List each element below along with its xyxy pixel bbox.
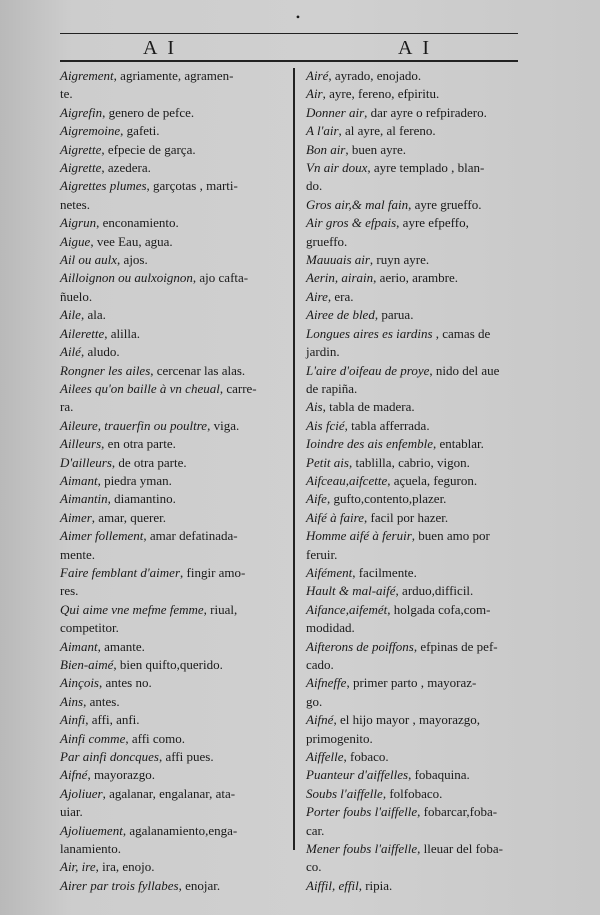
dictionary-entry (60, 601, 286, 638)
entry-definition: , ruyn ayre. (369, 252, 430, 268)
dictionary-entry (60, 251, 286, 269)
dictionary-entry (60, 435, 286, 453)
entry-continuation: car. (306, 822, 325, 838)
dictionary-entry (60, 785, 286, 822)
dictionary-entry (60, 141, 286, 159)
dictionary-entry (306, 269, 526, 287)
entry-definition: , ira, enojo. (95, 859, 155, 875)
dictionary-entry (60, 877, 286, 895)
entry-headword: Aimer (60, 509, 92, 525)
entry-definition: , el hijo mayor , mayorazgo, (333, 712, 481, 728)
dictionary-entry (306, 674, 526, 711)
entry-headword: Aimant (60, 472, 98, 488)
dictionary-entry (60, 380, 286, 417)
entry-continuation: netes. (60, 196, 90, 212)
dictionary-entry (60, 104, 286, 122)
entry-definition: , ayre templado , blan- (367, 160, 485, 176)
entry-headword: Aigrette (60, 141, 102, 157)
entry-headword: Bon air (306, 141, 346, 157)
entry-definition: , ayre grueffo. (408, 196, 482, 212)
dictionary-entry (60, 564, 286, 601)
entry-definition: , amante. (97, 638, 145, 654)
entry-headword: Ailees qu'on baille à vn cheual (60, 380, 220, 396)
dictionary-entry (306, 67, 526, 85)
entry-definition: , riual, (203, 601, 238, 617)
entry-definition: , facilmente. (352, 564, 417, 580)
entry-definition: , cercenar las alas. (150, 362, 246, 378)
entry-headword: Aife (306, 491, 327, 507)
entry-definition: , aerio, arambre. (373, 270, 458, 286)
entry-definition: , efpinas de pef- (413, 638, 498, 654)
entry-definition: , affi, anfi. (85, 712, 140, 728)
entry-definition: , açuela, feguron. (387, 472, 478, 488)
header-rule-top (60, 33, 518, 34)
entry-definition: , ayre efpeffo, (396, 215, 469, 231)
entry-headword: D'ailleurs (60, 454, 112, 470)
entry-headword: Aigrun (60, 215, 97, 231)
entry-definition: , camas de (432, 325, 491, 341)
entry-definition: , facil por hazer. (364, 509, 449, 525)
entry-continuation: uiar. (60, 804, 83, 820)
dictionary-entry (306, 122, 526, 140)
dictionary-entry (306, 214, 526, 251)
dictionary-entry (60, 490, 286, 508)
entry-headword: Ailé (60, 344, 81, 360)
entry-continuation: cado. (306, 657, 334, 672)
entry-headword: Aifné (306, 712, 334, 728)
entry-headword: Homme aifé à feruir (306, 528, 412, 544)
entry-definition: , antes. (83, 693, 120, 709)
dictionary-entry (60, 527, 286, 564)
entry-definition: , aludo. (80, 344, 120, 360)
entry-headword: Donner air (306, 104, 365, 120)
entry-definition: , amar defatinada- (143, 528, 238, 544)
entry-headword: Faire femblant d'aimer (60, 564, 181, 580)
entry-headword: Ajoliuement (60, 822, 123, 838)
entry-continuation: mente. (60, 546, 96, 562)
dictionary-entry (60, 214, 286, 232)
dictionary-entry (306, 435, 526, 453)
dictionary-entry (60, 674, 286, 692)
entry-definition: , lleuar del foba- (417, 841, 503, 857)
dictionary-entry (306, 417, 526, 435)
entry-definition: , amar, querer. (91, 509, 166, 525)
entry-headword: Airee de bled (306, 307, 375, 323)
dictionary-entry (306, 582, 526, 600)
entry-definition: , buen ayre. (345, 141, 407, 157)
entry-headword: Qui aime vne mefme femme (60, 601, 204, 617)
entry-headword: Ioindre des ais enfemble (306, 436, 433, 452)
entry-definition: , mayorazgo. (87, 767, 155, 783)
dictionary-entry (60, 67, 286, 104)
entry-continuation: grueffo. (306, 233, 348, 249)
entry-headword: Aigrefin (60, 104, 103, 120)
dictionary-entry (60, 454, 286, 472)
entry-definition: , de otra parte. (111, 454, 187, 470)
entry-definition: , azedera. (101, 160, 151, 176)
entry-headword: Aimer follement (60, 528, 144, 544)
entry-headword: Ains (60, 693, 84, 709)
entry-definition: , fobaquina. (408, 767, 470, 783)
entry-definition: , holgada cofa,com- (387, 601, 491, 617)
entry-definition: , carre- (219, 380, 257, 396)
dictionary-entry (60, 177, 286, 214)
entry-definition: , diamantino. (107, 491, 176, 507)
entry-definition: , primer parto , mayoraz- (346, 675, 477, 691)
entry-headword: Mauuais air (306, 252, 370, 268)
entry-headword: Aifceau,aifcette (306, 472, 388, 488)
entry-headword: Aifneffe (306, 675, 347, 691)
entry-definition: , tablilla, cabrio, vigon. (348, 454, 470, 470)
entry-definition: , folfobaco. (382, 785, 443, 801)
entry-continuation: co. (306, 859, 322, 875)
entry-definition: , affi pues. (158, 749, 214, 765)
dictionary-entry (60, 711, 286, 729)
dictionary-entry (60, 122, 286, 140)
running-head-right: A I (398, 37, 432, 59)
entry-definition: , gafeti. (120, 123, 160, 139)
dictionary-entry (306, 840, 526, 877)
dictionary-entry (60, 730, 286, 748)
entry-headword: Airé (306, 68, 329, 83)
entry-definition: , parua. (374, 307, 414, 323)
dictionary-entry (306, 159, 526, 196)
entry-headword: Aifé à faire (306, 509, 365, 525)
entry-definition: , agalanamiento,enga- (122, 822, 238, 838)
entry-definition: , al ayre, al fereno. (338, 123, 436, 139)
dictionary-entry (306, 785, 526, 803)
entry-headword: Aifance,aifemét (306, 601, 388, 617)
signature-mark: • (295, 10, 301, 24)
dictionary-entry (60, 472, 286, 490)
entry-headword: Aigue (60, 233, 91, 249)
entry-definition: , affi como. (125, 730, 186, 746)
entry-headword: Aerin, airain (306, 270, 374, 286)
dictionary-entry (306, 472, 526, 490)
entry-continuation: lanamiento. (60, 841, 122, 857)
dictionary-entry (60, 509, 286, 527)
entry-continuation: res. (60, 583, 79, 599)
entry-headword: Aigrement (60, 68, 114, 83)
dictionary-entry (306, 711, 526, 748)
dictionary-entry (306, 288, 526, 306)
entry-headword: Puanteur d'aiffelles (306, 767, 409, 783)
dictionary-entry (60, 325, 286, 343)
running-head-left: A I (143, 37, 177, 59)
entry-definition: , tabla afferrada. (344, 417, 430, 433)
entry-definition: , fingir amo- (180, 564, 246, 580)
entry-headword: Aifterons de poiffons (306, 638, 414, 654)
entry-headword: Ailerette (60, 325, 105, 341)
entry-headword: Aile (60, 307, 81, 323)
dictionary-entry (60, 306, 286, 324)
dictionary-entry (306, 362, 526, 399)
dictionary-entry (306, 85, 526, 103)
entry-definition: , antes no. (99, 675, 152, 691)
entry-headword: Ailloignon ou aulxoignon (60, 270, 193, 286)
entry-headword: Rongner les ailes (60, 362, 151, 378)
entry-definition: , dar ayre o refpiradero. (364, 104, 487, 120)
entry-headword: Ainfi (60, 712, 86, 728)
entry-definition: , vee Eau, agua. (90, 233, 173, 249)
entry-headword: Aifément (306, 564, 353, 580)
entry-headword: A l'air (306, 123, 339, 139)
entry-headword: Ajoliuer (60, 785, 103, 801)
entry-definition: , era. (327, 288, 354, 304)
dictionary-entry (60, 269, 286, 306)
entry-headword: Aimant (60, 638, 98, 654)
left-column (60, 67, 286, 895)
dictionary-entry (60, 343, 286, 361)
entry-definition: , ayre, fereno, efpiritu. (322, 86, 440, 102)
entry-headword: Aimantin (60, 491, 108, 507)
entry-headword: Bien-aimé (60, 657, 114, 672)
entry-headword: Airer par trois fyllabes (60, 877, 179, 893)
entry-definition: , ajos. (117, 252, 148, 268)
entry-definition: , enconamiento. (96, 215, 179, 231)
dictionary-entry (306, 141, 526, 159)
dictionary-entry (306, 325, 526, 362)
dictionary-entry (60, 656, 286, 674)
entry-headword: Ais (306, 399, 323, 415)
entry-headword: Air, ire (60, 859, 96, 875)
dictionary-entry (306, 454, 526, 472)
dictionary-entry (60, 748, 286, 766)
entry-headword: Vn air doux (306, 160, 368, 176)
entry-definition: , alilla. (104, 325, 141, 341)
entry-headword: Mener foubs l'aiffelle (306, 841, 418, 857)
dictionary-entry (306, 803, 526, 840)
entry-continuation: ra. (60, 399, 74, 415)
entry-headword: Petit ais (306, 454, 349, 470)
entry-headword: Aiffelle (306, 749, 344, 765)
entry-definition: , viga. (207, 417, 240, 433)
entry-definition: , genero de pefce. (102, 104, 195, 120)
entry-headword: Aifné (60, 767, 88, 783)
dictionary-entry (60, 766, 286, 784)
entry-continuation: competitor. (60, 620, 119, 636)
entry-continuation: primogenito. (306, 730, 373, 746)
dictionary-entry (306, 601, 526, 638)
entry-definition: , fobaco. (343, 749, 389, 765)
dictionary-entry (306, 638, 526, 675)
entry-continuation: te. (60, 86, 73, 102)
dictionary-entry (60, 159, 286, 177)
entry-definition: , enojar. (178, 877, 221, 893)
entry-definition: , arduo,difficil. (395, 583, 474, 599)
entry-headword: Aileure, trauerfin ou poultre (60, 417, 208, 433)
entry-definition: , nido del aue (429, 362, 500, 378)
dictionary-entry (60, 638, 286, 656)
entry-definition: , fobarcar,foba- (417, 804, 498, 820)
entry-headword: Gros air,& mal fain (306, 196, 409, 212)
dictionary-entry (306, 196, 526, 214)
column-divider (293, 68, 295, 850)
entry-definition: , ajo cafta- (192, 270, 249, 286)
entry-headword: L'aire d'oifeau de proye (306, 362, 430, 378)
entry-headword: Ail ou aulx (60, 252, 118, 268)
entry-headword: Aigrettes plumes (60, 178, 147, 194)
entry-continuation: do. (306, 178, 323, 194)
dictionary-entry (306, 564, 526, 582)
dictionary-entry (306, 509, 526, 527)
entry-continuation: jardin. (306, 344, 340, 360)
entry-headword: Ainfi comme (60, 730, 126, 746)
dictionary-entry (306, 251, 526, 269)
dictionary-entry (60, 858, 286, 876)
entry-definition: , efpecie de garça. (101, 141, 196, 157)
dictionary-entry (60, 362, 286, 380)
entry-definition: , entablar. (432, 436, 484, 452)
entry-continuation: de rapiña. (306, 380, 358, 396)
entry-headword: Air (306, 86, 323, 102)
entry-definition: , en otra parte. (101, 436, 176, 452)
dictionary-entry (60, 822, 286, 859)
header-rule-bottom (60, 60, 518, 62)
entry-definition: , ayrado, enojado. (328, 68, 422, 83)
entry-headword: Porter foubs l'aiffelle (306, 804, 418, 820)
entry-continuation: ñuelo. (60, 288, 93, 304)
dictionary-entry (306, 527, 526, 564)
dictionary-entry (306, 398, 526, 416)
entry-continuation: feruir. (306, 546, 338, 562)
entry-definition: , ala. (80, 307, 106, 323)
right-column (306, 67, 526, 895)
dictionary-entry (306, 104, 526, 122)
entry-continuation: go. (306, 693, 323, 709)
entry-definition: , agalanar, engalanar, ata- (102, 785, 236, 801)
entry-headword: Par ainfi doncques (60, 749, 159, 765)
entry-headword: Aigremoine (60, 123, 121, 139)
entry-headword: Ais fcié (306, 417, 345, 433)
entry-headword: Hault & mal-aifé (306, 583, 396, 599)
entry-definition: , buen amo por (411, 528, 490, 544)
dictionary-entry (306, 766, 526, 784)
entry-definition: , agriamente, agramen- (113, 68, 234, 83)
entry-headword: Aigrette (60, 160, 102, 176)
entry-definition: , ripia. (358, 877, 393, 893)
entry-definition: , garçotas , marti- (146, 178, 238, 194)
entry-definition: , tabla de madera. (322, 399, 415, 415)
dictionary-entry (306, 490, 526, 508)
entry-definition: , gufto,contento,plazer. (326, 491, 447, 507)
entry-headword: Soubs l'aiffelle (306, 785, 383, 801)
entry-headword: Longues aires es iardins (306, 325, 433, 341)
entry-headword: Aiffil, effil (306, 877, 359, 893)
entry-definition: , piedra yman. (97, 472, 172, 488)
entry-continuation: modidad. (306, 620, 355, 636)
dictionary-entry (306, 306, 526, 324)
entry-definition: , bien quifto,querido. (113, 657, 223, 672)
dictionary-entry (306, 748, 526, 766)
dictionary-entry (306, 877, 526, 895)
entry-headword: Air gros & efpais (306, 215, 397, 231)
dictionary-entry (60, 693, 286, 711)
dictionary-entry (60, 233, 286, 251)
dictionary-entry (60, 417, 286, 435)
entry-headword: Aire (306, 288, 328, 304)
entry-headword: Ainçois (60, 675, 99, 691)
entry-headword: Ailleurs (60, 436, 102, 452)
